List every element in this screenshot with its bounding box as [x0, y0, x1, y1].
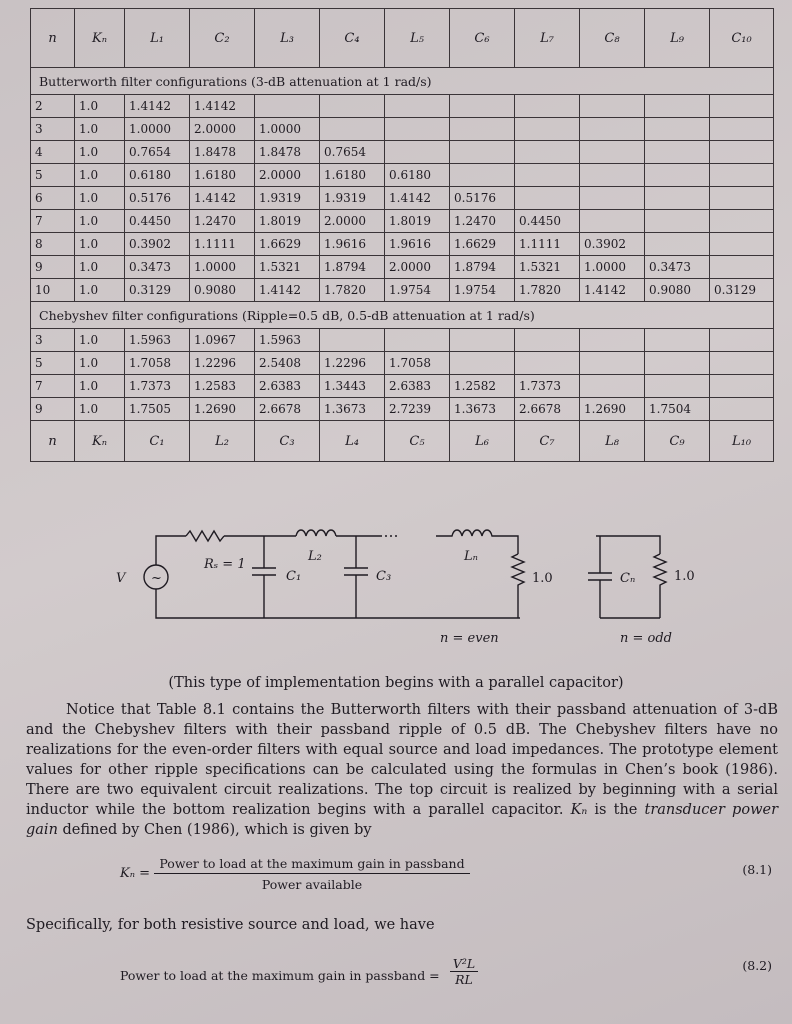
c1-label: C₁	[286, 569, 302, 584]
eq1-number: (8.1)	[742, 862, 772, 877]
table-cell: 0.7654	[124, 141, 189, 163]
header-cell: Kₙ	[74, 9, 124, 67]
table-cell: 2.6383	[254, 375, 319, 397]
ln-label: Lₙ	[464, 549, 478, 564]
inductor-l2-icon	[296, 530, 336, 536]
table-cell	[644, 118, 709, 140]
table-cell: 1.5963	[124, 329, 189, 351]
table-cell: 1.7505	[124, 398, 189, 420]
table-row	[30, 141, 774, 164]
load-odd-label: 1.0	[674, 569, 695, 584]
table-cell: 1.9754	[449, 279, 514, 301]
table-cell: 1.4142	[384, 187, 449, 209]
table-cell	[449, 164, 514, 186]
table-cell: 4	[30, 141, 74, 163]
table-cell: 5	[30, 352, 74, 374]
table-cell: 1.3673	[319, 398, 384, 420]
table-cell: 1.0	[74, 141, 124, 163]
table-cell	[644, 164, 709, 186]
table-cell	[449, 95, 514, 117]
ladder-circuit-diagram	[100, 518, 740, 648]
butterworth-rows	[30, 95, 774, 302]
table-cell: 1.1111	[514, 233, 579, 255]
kn-symbol: Kₙ	[570, 802, 588, 818]
header-cell: C₄	[319, 9, 384, 67]
table-cell: 0.7654	[319, 141, 384, 163]
table-cell: 1.6180	[189, 164, 254, 186]
table-cell	[514, 95, 579, 117]
header-cell: L₁	[124, 9, 189, 67]
load-resistor-even-icon	[512, 554, 524, 618]
table-cell	[709, 352, 774, 374]
table-cell	[579, 95, 644, 117]
table-cell: 1.0000	[189, 256, 254, 278]
table-cell: 6	[30, 187, 74, 209]
table-cell: 1.1111	[189, 233, 254, 255]
table-cell	[709, 375, 774, 397]
table-cell	[709, 256, 774, 278]
table-cell	[319, 95, 384, 117]
table-cell: 2.6383	[384, 375, 449, 397]
table-cell: 1.7373	[514, 375, 579, 397]
table-cell: 2.6678	[514, 398, 579, 420]
table-row	[30, 352, 774, 375]
table-cell: 1.2296	[319, 352, 384, 374]
table-cell	[709, 398, 774, 420]
table-row	[30, 210, 774, 233]
table-cell: 1.0000	[124, 118, 189, 140]
eq2-number: (8.2)	[742, 958, 772, 973]
capacitor-c3-icon	[344, 536, 368, 618]
table-cell: 0.9080	[644, 279, 709, 301]
table-cell	[644, 352, 709, 374]
table-cell: 0.3473	[644, 256, 709, 278]
table-cell	[514, 141, 579, 163]
n-odd-label: n = odd	[620, 631, 672, 646]
table-cell	[254, 95, 319, 117]
footer-cell: Kₙ	[74, 421, 124, 461]
table-cell: 3	[30, 329, 74, 351]
equation-8-2	[120, 954, 780, 1004]
table-cell: 1.9616	[384, 233, 449, 255]
table-cell	[384, 141, 449, 163]
specifically-line: Specifically, for both resistive source and load, we have	[26, 917, 435, 933]
table-cell: 1.8019	[384, 210, 449, 232]
footer-cell: L₆	[449, 421, 514, 461]
table-cell: 2.5408	[254, 352, 319, 374]
table-cell: 3	[30, 118, 74, 140]
table-cell: 1.2470	[189, 210, 254, 232]
header-cell: L₅	[384, 9, 449, 67]
table-cell: 0.5176	[124, 187, 189, 209]
table-cell	[514, 352, 579, 374]
circuit-caption: (This type of implementation begins with a parallel capacitor)	[168, 675, 624, 691]
footer-cell: C₅	[384, 421, 449, 461]
table-cell: 1.2582	[449, 375, 514, 397]
c3-label: C₃	[376, 569, 392, 584]
table-cell: 1.5321	[254, 256, 319, 278]
table-cell: 1.4142	[254, 279, 319, 301]
table-cell	[709, 164, 774, 186]
table-row	[30, 329, 774, 352]
table-cell	[709, 233, 774, 255]
table-row	[30, 95, 774, 118]
filter-table	[30, 8, 774, 462]
table-footer-row	[30, 421, 774, 462]
table-cell: 5	[30, 164, 74, 186]
table-row	[30, 233, 774, 256]
table-cell: 2.0000	[189, 118, 254, 140]
table-cell	[644, 95, 709, 117]
table-cell: 1.7820	[319, 279, 384, 301]
table-cell: 2.0000	[254, 164, 319, 186]
table-cell	[384, 95, 449, 117]
table-cell	[644, 375, 709, 397]
table-cell: 1.0	[74, 398, 124, 420]
table-cell: 1.0	[74, 233, 124, 255]
table-cell	[579, 329, 644, 351]
paragraph-text-2: is the	[594, 802, 638, 818]
footer-cell: C₃	[254, 421, 319, 461]
table-cell: 1.3443	[319, 375, 384, 397]
table-cell: 7	[30, 210, 74, 232]
table-cell: 0.6180	[124, 164, 189, 186]
source-symbol: ~	[151, 571, 162, 586]
header-cell: C₁₀	[709, 9, 774, 67]
table-cell	[449, 141, 514, 163]
table-cell	[514, 118, 579, 140]
source-label: V	[116, 571, 126, 586]
source-resistor-icon	[186, 531, 224, 541]
table-cell: 1.0	[74, 95, 124, 117]
table-cell: 1.4142	[124, 95, 189, 117]
eq1-lhs: Kₙ =	[120, 866, 151, 881]
footer-cell: L₈	[579, 421, 644, 461]
table-cell: 1.0	[74, 279, 124, 301]
table-cell: 1.7058	[384, 352, 449, 374]
table-cell: 0.4450	[124, 210, 189, 232]
table-cell	[449, 352, 514, 374]
table-cell	[579, 141, 644, 163]
table-cell: 1.0	[74, 329, 124, 351]
chebyshev-section-title	[30, 302, 774, 329]
header-cell: L₃	[254, 9, 319, 67]
table-cell: 1.9319	[319, 187, 384, 209]
eq1-fraction	[154, 856, 470, 892]
table-cell: 2.7239	[384, 398, 449, 420]
table-cell	[709, 95, 774, 117]
table-cell: 1.9616	[319, 233, 384, 255]
table-header-row	[30, 8, 774, 68]
table-row	[30, 187, 774, 210]
table-cell: 1.8794	[449, 256, 514, 278]
table-cell	[579, 210, 644, 232]
header-cell: n	[30, 9, 74, 67]
table-cell	[709, 141, 774, 163]
table-cell: 0.6180	[384, 164, 449, 186]
table-cell	[644, 210, 709, 232]
table-cell: 1.0	[74, 187, 124, 209]
eq2-numerator: V²L	[450, 956, 478, 972]
table-cell: 1.7820	[514, 279, 579, 301]
l2-label: L₂	[308, 549, 322, 564]
table-cell	[579, 118, 644, 140]
footer-cell: n	[30, 421, 74, 461]
table-cell: 1.6629	[254, 233, 319, 255]
table-cell: 0.9080	[189, 279, 254, 301]
footer-cell: L₂	[189, 421, 254, 461]
capacitor-cn-icon	[588, 536, 612, 618]
table-cell	[319, 118, 384, 140]
table-cell: 1.0	[74, 256, 124, 278]
table-cell: 1.7058	[124, 352, 189, 374]
capacitor-c1-icon	[252, 536, 276, 618]
chebyshev-rows	[30, 329, 774, 421]
table-cell: 1.2583	[189, 375, 254, 397]
table-cell: 7	[30, 375, 74, 397]
table-cell	[384, 118, 449, 140]
table-cell: 1.0	[74, 352, 124, 374]
table-cell: 0.4450	[514, 210, 579, 232]
table-cell: 2.6678	[254, 398, 319, 420]
load-resistor-odd-icon	[654, 554, 666, 618]
table-cell: 1.8019	[254, 210, 319, 232]
butterworth-title: Butterworth filter configurations (3-dB attenuation at 1 rad/s)	[39, 73, 432, 89]
table-cell: 0.3129	[124, 279, 189, 301]
table-cell: 1.8794	[319, 256, 384, 278]
header-cell: C₆	[449, 9, 514, 67]
table-cell: 1.0967	[189, 329, 254, 351]
header-cell: C₂	[189, 9, 254, 67]
table-cell: 1.3673	[449, 398, 514, 420]
table-cell	[644, 233, 709, 255]
table-cell: 9	[30, 256, 74, 278]
table-cell: 1.5963	[254, 329, 319, 351]
table-cell: 0.5176	[449, 187, 514, 209]
body-paragraph	[26, 700, 778, 840]
table-cell	[709, 187, 774, 209]
table-cell	[449, 118, 514, 140]
n-even-label: n = even	[440, 631, 499, 646]
table-cell: 1.7373	[124, 375, 189, 397]
table-cell	[644, 141, 709, 163]
paragraph-text-1: Notice that Table 8.1 contains the Butterworth filters with their passband attenuation of 3-dB and the Chebyshev filters with their passband ripple of 0.5 dB. The Chebyshev filters have no realizations for the even-order filters with equal source and load impedances. The prototype element values for other ripple specifications can be calculated using the formulas in Chen’s book (1986). There are two equivalent circuit realizations. The top circuit is realized by beginning with a serial inductor while the bottom realization begins with a parallel capacitor.	[26, 702, 778, 818]
table-row	[30, 279, 774, 302]
table-cell: 1.0	[74, 164, 124, 186]
table-cell: 1.2470	[449, 210, 514, 232]
table-cell	[709, 329, 774, 351]
header-cell: L₇	[514, 9, 579, 67]
footer-cell: L₁₀	[709, 421, 774, 461]
table-cell	[449, 329, 514, 351]
eq1-denominator: Power available	[261, 877, 363, 892]
table-cell: 1.0	[74, 118, 124, 140]
table-cell: 1.2690	[189, 398, 254, 420]
butterworth-section-title	[30, 68, 774, 95]
table-cell: 2.0000	[319, 210, 384, 232]
paragraph-text-3: defined by Chen (1986), which is given by	[62, 822, 372, 838]
table-cell	[514, 329, 579, 351]
transducer-power-gain-term: transducer power gain	[26, 802, 778, 838]
table-cell	[514, 187, 579, 209]
header-cell: C₈	[579, 9, 644, 67]
table-cell: 1.0000	[579, 256, 644, 278]
table-cell	[384, 329, 449, 351]
table-cell: 1.6629	[449, 233, 514, 255]
table-row	[30, 256, 774, 279]
table-cell: 0.3473	[124, 256, 189, 278]
table-cell: 1.9754	[384, 279, 449, 301]
footer-cell: C₁	[124, 421, 189, 461]
table-cell: 1.8478	[254, 141, 319, 163]
rs-label: Rₛ = 1	[204, 557, 246, 572]
table-cell	[579, 352, 644, 374]
table-cell: 0.3129	[709, 279, 774, 301]
eq1-numerator: Power to load at the maximum gain in passband	[154, 856, 470, 874]
cn-label: Cₙ	[620, 571, 636, 586]
table-cell: 10	[30, 279, 74, 301]
footer-cell: C₉	[644, 421, 709, 461]
table-row	[30, 375, 774, 398]
table-cell: 1.7504	[644, 398, 709, 420]
table-cell: 1.2296	[189, 352, 254, 374]
table-cell: 1.0	[74, 210, 124, 232]
table-cell: 1.8478	[189, 141, 254, 163]
table-cell: 1.0	[74, 375, 124, 397]
chebyshev-title: Chebyshev filter configurations (Ripple=0.5 dB, 0.5-dB attenuation at 1 rad/s)	[39, 307, 535, 323]
table-cell: 0.3902	[579, 233, 644, 255]
table-cell: 1.4142	[579, 279, 644, 301]
table-cell: 1.9319	[254, 187, 319, 209]
table-row	[30, 164, 774, 187]
table-cell: 1.0000	[254, 118, 319, 140]
table-cell	[514, 164, 579, 186]
table-cell: 1.4142	[189, 95, 254, 117]
footer-cell: C₇	[514, 421, 579, 461]
table-cell: 1.5321	[514, 256, 579, 278]
table-cell	[709, 118, 774, 140]
table-cell	[644, 187, 709, 209]
table-cell	[579, 164, 644, 186]
table-cell: 1.2690	[579, 398, 644, 420]
eq2-denominator: RL	[455, 972, 473, 987]
table-cell: 0.3902	[124, 233, 189, 255]
table-cell	[709, 210, 774, 232]
table-cell	[579, 187, 644, 209]
table-cell	[579, 375, 644, 397]
table-cell: 1.4142	[189, 187, 254, 209]
table-row	[30, 118, 774, 141]
table-cell	[644, 329, 709, 351]
eq2-fraction	[450, 956, 478, 987]
table-cell: 8	[30, 233, 74, 255]
table-row	[30, 398, 774, 421]
load-even-label: 1.0	[532, 571, 553, 586]
table-cell: 2.0000	[384, 256, 449, 278]
eq2-label: Power to load at the maximum gain in passband =	[120, 968, 440, 983]
table-cell: 2	[30, 95, 74, 117]
table-cell: 9	[30, 398, 74, 420]
table-cell	[319, 329, 384, 351]
footer-cell: L₄	[319, 421, 384, 461]
table-cell: 1.6180	[319, 164, 384, 186]
equation-8-1	[120, 856, 780, 906]
header-cell: L₉	[644, 9, 709, 67]
